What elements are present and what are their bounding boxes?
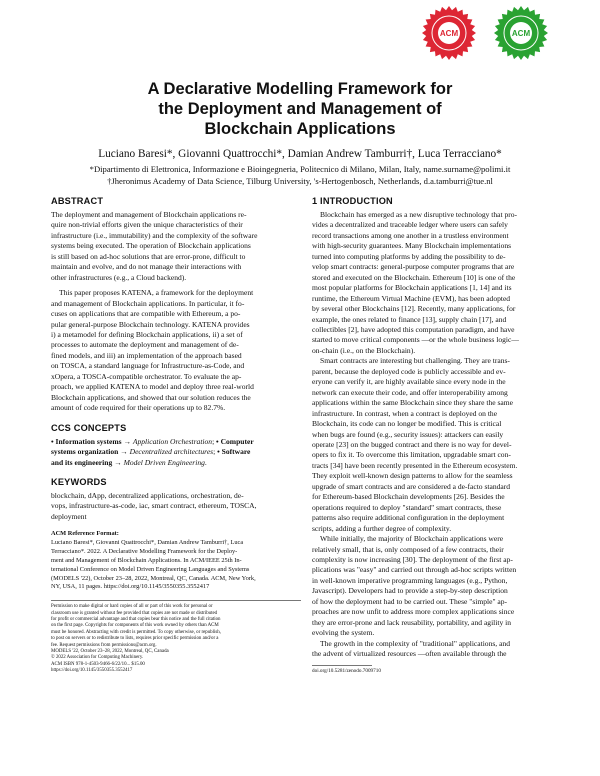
- text-line: turned into computing platforms by adding the possibility to de-: [312, 251, 506, 261]
- text-line: blockchain, dApp, decentralized applications, orchestration, de-: [51, 490, 244, 500]
- text-line: evolving the system.: [312, 628, 375, 638]
- text-line: i) a metamodel for defining Blockchain applications, ii) a set of: [51, 329, 243, 339]
- text-line: processes to automate the deployment and management of de-: [51, 340, 239, 350]
- text-line: on the first page. Copyrights for components of this work owned by others than ACM: [51, 623, 219, 629]
- left-column: [51, 196, 301, 675]
- title-line-3: Blockchain Applications: [204, 120, 396, 138]
- svg-text:ACM: ACM: [439, 29, 459, 38]
- paper-title: [60, 79, 540, 139]
- text-line: with high-security guarantees. Many Blockchain implementations: [312, 241, 512, 251]
- text-line: by several other Blockchains [12]. Recently, many applications, for: [312, 304, 516, 314]
- text-line: and management of Blockchain applications. In particular, it fo-: [51, 298, 245, 308]
- text-line: proach, we applied KATENA to model and deploy three real-world: [51, 382, 254, 392]
- text-line: Blockchain, its code can no longer be modified. This is critical: [312, 419, 502, 429]
- text-line: is still based on ad-hoc solutions that are error-prone, difficult to: [51, 251, 246, 261]
- affiliation-2: †Jheronimus Academy of Data Science, Tilburg University, 's-Hertogenbosch, Netherlands, d.a.tamburri@tue.nl: [107, 176, 493, 186]
- text-line: patterns also require additional configuration in the deployment: [312, 513, 505, 523]
- text-line: operate [23] on the bugged contract and there is no way for devel-: [312, 439, 512, 449]
- text-line: systems being executed. The operation of Blockchain applications: [51, 241, 251, 251]
- text-line: for Ethereum-based Blockchain developments [26]. Besides the: [312, 492, 505, 502]
- text-line: NY, USA, 11 pages. https://doi.org/10.1145/3550355.3552417: [51, 583, 210, 591]
- abstract-body: [51, 210, 301, 414]
- text-line: Luciano Baresi*, Giovanni Quattrocchi*, Damian Andrew Tamburri†, Luca: [51, 539, 244, 547]
- permission-notice: [51, 600, 301, 674]
- author-list: Luciano Baresi*, Giovanni Quattrocchi*, Damian Andrew Tamburri†, Luca Terracciano*: [98, 148, 502, 160]
- text-line: to post on servers or to redistribute to lists, requires prior specific permission and/or a: [51, 636, 219, 642]
- footnote-link[interactable]: doi.org/10.5281/zenodo.7009710: [312, 668, 381, 675]
- text-line: Blockchain has emerged as a new disruptive technology that pro-: [320, 210, 518, 219]
- text-line: proaches are now unfit to address more complex applications since: [312, 607, 515, 617]
- footnote-rule: [312, 665, 372, 666]
- text-line: Blockchain applications, and showed that our solution reduces the: [51, 392, 251, 402]
- text-line: ment and Management of Blockchain Applications. In ACM/IEEE 25th In-: [51, 556, 242, 564]
- svg-text:ACM: ACM: [511, 29, 531, 38]
- text-line: must be honored. Abstracting with credit is permitted. To copy otherwise, or republish,: [51, 629, 221, 635]
- text-line: MODELS '22, October 23–28, 2022, Montreal, QC, Canada: [51, 649, 169, 655]
- text-line: Javascript). Developers had to provide a step-by-step description: [312, 586, 508, 596]
- title-line-2: the Deployment and Management of: [158, 100, 442, 118]
- introduction-heading: 1 INTRODUCTION: [312, 196, 393, 206]
- text-line: © 2022 Association for Computing Machinery.: [51, 655, 144, 661]
- text-line: the advent of virtualized resources —often available through the: [312, 649, 507, 659]
- text-line: https://doi.org/10.1145/3550355.3552417: [51, 668, 133, 674]
- text-line: complexity is now increasing [30]. The deployment of the first ap-: [312, 554, 513, 564]
- text-line: eryone can verify it, are highly available since every node in the: [312, 377, 506, 387]
- text-line: quire non-trivial efforts given the unique characteristics of their: [51, 220, 243, 230]
- text-line: infrastructure. In contrast, when a contract is deployed on the: [312, 408, 498, 418]
- text-line: when bugs are found (e.g., security issues): attackers can easily: [312, 429, 504, 439]
- text-line: ACM ISBN 978-1-4503-9466-6/22/10... $15.00: [51, 661, 145, 667]
- text-line: most popular platforms for Blockchain applications [1, 14] and its: [312, 283, 512, 293]
- text-line: started to move critical components —or the whole business logic—: [312, 335, 519, 345]
- text-line: for profit or commercial advantage and that copies bear this notice and the full citation: [51, 617, 221, 623]
- text-line: While initially, the majority of Blockchain applications were: [320, 534, 504, 544]
- ccs-heading: CCS CONCEPTS: [51, 422, 127, 433]
- acm-artifacts-available-badge-icon: [422, 6, 476, 60]
- affiliation-1: *Dipartimento di Elettronica, Informazione e Bioingegneria, Politecnico di Milano, Milan, Italy, name.surname@polimi.it: [89, 164, 511, 174]
- text-line: record transactions among one another in a trustless environment: [312, 230, 509, 240]
- acm-artifacts-evaluated-badge-icon: [494, 6, 548, 60]
- text-line: relatively small, that is, only composed of a few contracts, their: [312, 544, 504, 554]
- text-line: scripts, adding a further degree of complexity.: [312, 523, 452, 533]
- text-line: opers to fix it. To overcome this limitation, upgradable smart con-: [312, 450, 511, 460]
- text-line: (MODELS '22), October 23–28, 2022, Montreal, QC, Canada. ACM, New York,: [51, 574, 256, 582]
- keywords-body: [51, 491, 301, 522]
- text-line: The growth in the complexity of "traditional" applications, and: [320, 638, 510, 648]
- text-line: vops, infrastructure-as-code, iac, smart contract, ethereum, TOSCA,: [51, 501, 257, 511]
- abstract-heading: ABSTRACT: [51, 196, 104, 206]
- ccs-concepts: • Information systems → Application Orchestration; • Computer systems organization → Decentralized architectures; • Software and its engineering → Model Driven Engineering.: [51, 436, 254, 467]
- text-line: Terracciano*. 2022. A Declarative Modelling Framework for the Deploy-: [51, 548, 238, 556]
- text-line: they are error-prone and lack reusability, portability, and agility in: [312, 617, 512, 627]
- text-line: runtime, the Ethereum Virtual Machine (EVM), has been adopted: [312, 293, 511, 303]
- right-column: [312, 196, 562, 674]
- text-line: fee. Request permissions from permissions@acm.org.: [51, 642, 157, 648]
- text-line: upgrade of smart contracts and are considered a de-facto standard: [312, 481, 511, 491]
- text-line: They exploit well-known design patterns to allow for the seamless: [312, 471, 513, 481]
- text-line: pular general-purpose Blockchain technology. KATENA provides: [51, 319, 250, 329]
- text-line: collectibles [2], have adopted this computation paradigm, and have: [312, 324, 515, 334]
- text-line: example, the ones related to finance [13], supply chain [17], and: [312, 314, 507, 324]
- text-line: in well-known imperative programming languages (e.g., Python,: [312, 575, 508, 585]
- text-line: This paper proposes KATENA, a framework for the deployment: [59, 288, 254, 298]
- text-line: classroom use is granted without fee provided that copies are not made or distributed: [51, 610, 218, 616]
- text-line: Smart contracts are interesting but challenging. They are trans-: [320, 356, 510, 366]
- text-line: fined models, and iii) an implementation of the approach based: [51, 350, 242, 360]
- text-line: vides a decentralized and traceable ledger where users can safely: [312, 220, 508, 230]
- text-line: network can execute their code, and offer interoperability among: [312, 387, 508, 397]
- text-line: other infrastructures (e.g., a Cloud backend).: [51, 272, 187, 282]
- text-line: The deployment and management of Blockchain applications re-: [51, 210, 247, 219]
- text-line: infrastructure (i.e., immutability) and the complexity of the software: [51, 230, 258, 240]
- text-line: stored and executed on the Blockchain. Ethereum [10] is one of the: [312, 272, 516, 282]
- text-line: Permission to make digital or hard copies of all or part of this work for personal or: [51, 604, 213, 610]
- text-line: applications within the same Blockchain since they share the same: [312, 398, 513, 408]
- keywords-heading: KEYWORDS: [51, 476, 107, 487]
- reference-label: ACM Reference Format:: [51, 530, 119, 538]
- introduction-body: [312, 210, 562, 659]
- title-line-1: A Declarative Modelling Framework for: [147, 80, 453, 98]
- text-line: on-chain (i.e., on the Blockchain).: [312, 345, 416, 355]
- text-line: operations required to deploy "standard" smart contracts, these: [312, 502, 502, 512]
- text-line: of how the deployment had to be carried out. These "simple" ap-: [312, 596, 508, 606]
- text-line: cuses on applications that are compatible with Ethereum, a po-: [51, 309, 241, 319]
- text-line: velop smart contracts: general-purpose computer programs that are: [312, 262, 515, 272]
- text-line: on TOSCA, a standard language for Infrastructure-as-Code, and: [51, 361, 245, 371]
- text-line: ternational Conference on Model Driven Engineering Languages and Systems: [51, 565, 250, 573]
- text-line: xOpera, a TOSCA-compatible orchestrator. To evaluate the ap-: [51, 371, 242, 381]
- text-line: tracts [34] have been recently presented in the Ethereum ecosystem.: [312, 460, 518, 470]
- text-line: plications was "easy" and carried out through ad-hoc scripts written: [312, 565, 517, 575]
- acm-reference-format: [51, 530, 301, 592]
- text-line: amount of code required for their operations up to 82.7%.: [51, 403, 226, 413]
- text-line: parent, because the deployed code is publicly accessible and ev-: [312, 366, 506, 376]
- text-line: maintain and evolve, and do not manage their interactions with: [51, 262, 242, 272]
- text-line: deployment: [51, 511, 87, 521]
